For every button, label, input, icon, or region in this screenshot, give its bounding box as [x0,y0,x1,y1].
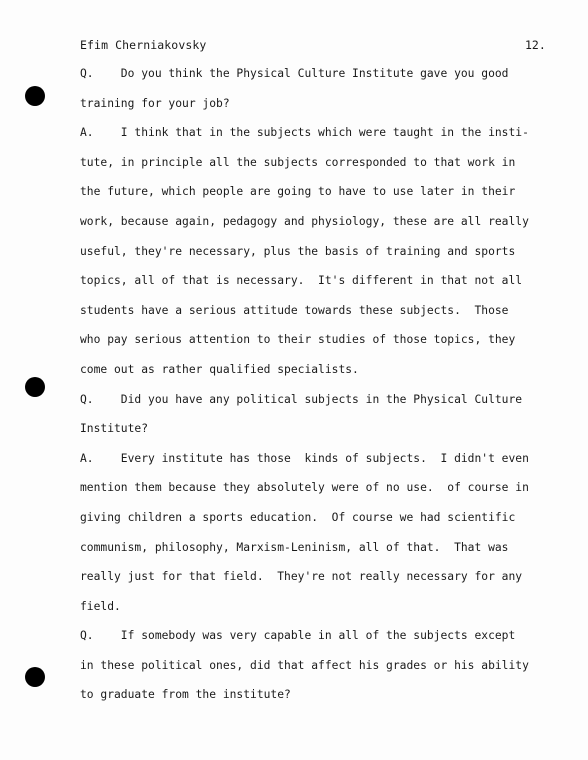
page-number: 12. [525,38,546,52]
transcript-line: to graduate from the institute? [80,688,291,702]
transcript-line: come out as rather qualified specialists. [80,362,359,376]
transcript-line: the future, which people are going to have to use later in their [80,185,516,199]
interviewee-name: Efim Cherniakovsky [80,38,207,52]
transcript-line: communism, philosophy, Marxism-Leninism, all of that. That was [80,540,509,554]
transcript-line: giving children a sports education. Of course we had scientific [80,510,516,524]
transcript-body [80,59,550,710]
binder-hole [25,377,45,397]
transcript-line: who pay serious attention to their studies of those topics, they [80,333,516,347]
transcript-line: in these political ones, did that affect his grades or his ability [80,658,529,672]
transcript-line: Q. Did you have any political subjects in the Physical Culture [80,392,523,406]
transcript-line: Q. Do you think the Physical Culture Institute gave you good [80,67,509,80]
transcript-line: really just for that field. They're not really necessary for any [80,570,523,584]
binder-hole [25,667,45,687]
transcript-line: topics, all of that is necessary. It's different in that not all [80,274,523,288]
transcript-line: mention them because they absolutely were of no use. of course in [80,481,529,495]
transcript-line: Institute? [80,422,149,436]
transcript-line: Q. If somebody was very capable in all of the subjects except [80,629,516,643]
transcript-line: training for your job? [80,96,230,110]
transcript-line: field. [80,599,121,613]
transcript-line: work, because again, pedagogy and physiology, these are all really [80,214,529,228]
transcript-line: students have a serious attitude towards these subjects. Those [80,303,509,317]
transcript-line: A. I think that in the subjects which were taught in the insti- [80,126,529,140]
transcript-line: A. Every institute has those kinds of subjects. I didn't even [80,451,529,465]
transcript-line: tute, in principle all the subjects corresponded to that work in [80,155,516,169]
binder-hole [25,86,45,106]
transcript-line: useful, they're necessary, plus the basis of training and sports [80,244,516,258]
